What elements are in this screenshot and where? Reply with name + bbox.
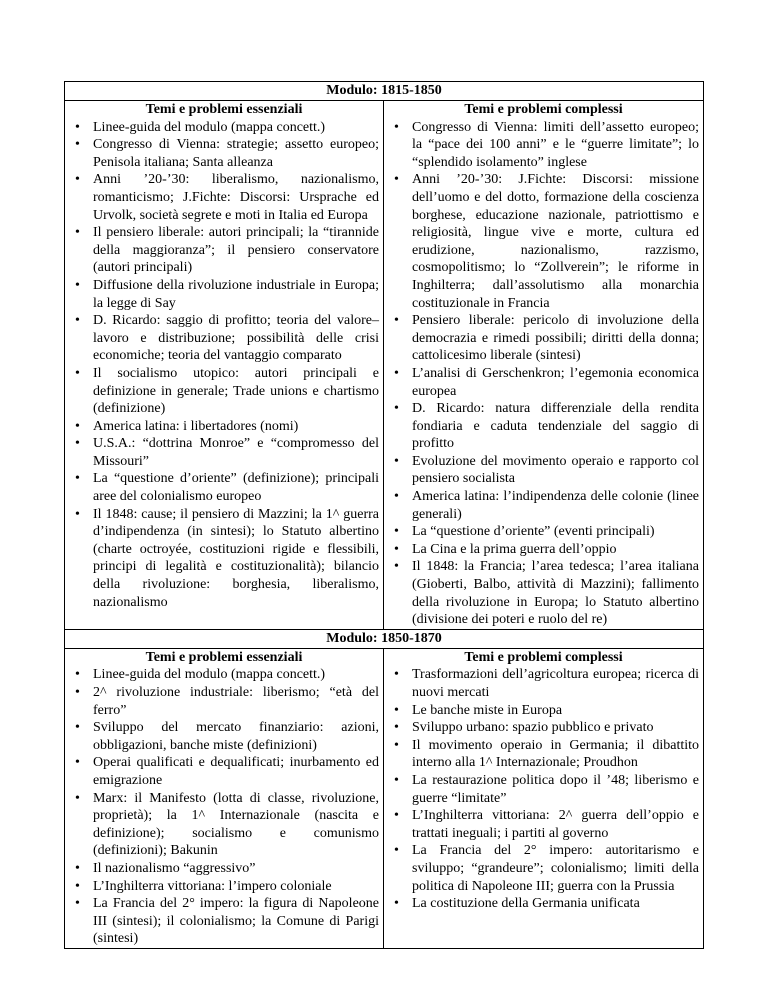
topic-item: • Trasformazioni dell’agricoltura europea; ricerca di nuovi mercati [388, 666, 699, 701]
topic-item: • America latina: i libertadores (nomi) [69, 418, 379, 436]
column-heading: Temi e problemi complessi [464, 649, 623, 665]
topic-item: • Anni ’20-’30: liberalismo, nazionalismo, romanticismo; J.Fichte: Discorsi: Ursprache ed Urvolk, società segrete e moti in Italia ed Europa [69, 171, 379, 224]
topic-item: • Sviluppo del mercato finanziario: azioni, obbligazioni, banche miste (definizioni) [69, 719, 379, 754]
topic-list [69, 119, 379, 612]
essential-topics-column [65, 101, 384, 629]
topic-item: • Diffusione della rivoluzione industriale in Europa; la legge di Say [69, 277, 379, 312]
topic-item: • Pensiero liberale: pericolo di involuzione della democrazia e rimedi possibili; diritti della donna; cattolicesimo liberale (sintesi) [388, 312, 699, 365]
topic-item: • La “questione d’oriente” (definizione); principali aree del colonialismo europeo [69, 470, 379, 505]
topic-item: • Evoluzione del movimento operaio e rapporto col pensiero socialista [388, 453, 699, 488]
complex-topics-column [384, 101, 703, 629]
module-row [65, 101, 703, 629]
topic-item: • Anni ’20-’30: J.Fichte: Discorsi: missione dell’uomo e del dotto, formazione della coscienza borghese, educazione nazionale, patriottismo e religiosità, lingue vive e morte, cultura ed erudizione, nazionalismo, razzismo, cosmopolitismo; lo “Zollverein”; le riforme in Inghilterra; dall’assolutismo alla monarchia costituzionale in Francia [388, 171, 699, 312]
topic-item: • Le banche miste in Europa [388, 702, 699, 720]
topic-item: • La Francia del 2° impero: autoritarismo e sviluppo; “grandeure”; colonialismo; limiti della politica di Napoleone III; guerra con la Prussia [388, 842, 699, 895]
module-title: Modulo: 1850-1870 [65, 629, 703, 649]
module-title: Modulo: 1815-1850 [65, 82, 703, 101]
topic-item: • Congresso di Vienna: strategie; assetto europeo; Penisola italiana; Santa alleanza [69, 136, 379, 171]
topic-item: • Linee-guida del modulo (mappa concett.) [69, 666, 379, 684]
topic-item: • La Cina e la prima guerra dell’oppio [388, 541, 699, 559]
topic-item: • L’Inghilterra vittoriana: 2^ guerra dell’oppio e trattati ineguali; i partiti al governo [388, 807, 699, 842]
column-heading: Temi e problemi essenziali [145, 102, 303, 117]
topic-item: • Il 1848: la Francia; l’area tedesca; l’area italiana (Gioberti, Balbo, attività di Mazzini); fallimento della rivoluzione in Europa; lo Statuto albertino (divisione dei poteri e ruolo del re) [388, 558, 699, 628]
essential-topics-column [65, 649, 384, 948]
topic-item: • D. Ricardo: natura differenziale della rendita fondiaria e caduta tendenziale del saggio di profitto [388, 400, 699, 453]
topic-item: • Congresso di Vienna: limiti dell’assetto europeo; la “pace dei 100 anni” e le “guerre limitate”; lo “splendido isolamento” inglese [388, 119, 699, 172]
topic-item: • La “questione d’oriente” (eventi principali) [388, 523, 699, 541]
topic-item: • Operai qualificati e dequalificati; inurbamento ed emigrazione [69, 754, 379, 789]
topic-list [388, 119, 699, 629]
topic-item: • Marx: il Manifesto (lotta di classe, rivoluzione, proprietà); la 1^ Internazionale (nascita e definizione); socialismo e comunismo (definizioni); Bakunin [69, 790, 379, 860]
topic-list [69, 666, 379, 948]
topic-item: • La restaurazione politica dopo il ’48; liberismo e guerre “limitate” [388, 772, 699, 807]
topic-item: • Il 1848: cause; il pensiero di Mazzini; la 1^ guerra d’indipendenza (in sintesi); lo Statuto albertino (charte octroyée, costituzioni rigide e flessibili, principi di legalità e costituzionalità); bilancio della rivoluzione: borghesia, liberalismo, nazionalismo [69, 506, 379, 612]
syllabus-table [64, 81, 704, 949]
column-heading: Temi e problemi essenziali [145, 649, 303, 665]
topic-item: • L’analisi di Gerschenkron; l’egemonia economica europea [388, 365, 699, 400]
topic-item: • D. Ricardo: saggio di profitto; teoria del valore–lavoro e distribuzione; possibilità delle crisi economiche; teoria del vantaggio comparato [69, 312, 379, 365]
topic-item: • Il nazionalismo “aggressivo” [69, 860, 379, 878]
topic-item: • U.S.A.: “dottrina Monroe” e “compromesso del Missouri” [69, 435, 379, 470]
complex-topics-column [384, 649, 703, 948]
topic-item: • Linee-guida del modulo (mappa concett.) [69, 119, 379, 137]
column-heading: Temi e problemi complessi [464, 102, 623, 117]
topic-item: • L’Inghilterra vittoriana: l’impero coloniale [69, 878, 379, 896]
topic-item: • 2^ rivoluzione industriale: liberismo; “età del ferro” [69, 684, 379, 719]
module-row [65, 649, 703, 948]
topic-item: • Il socialismo utopico: autori principali e definizione in generale; Trade unions e chartismo (definizione) [69, 365, 379, 418]
topic-item: • La Francia del 2° impero: la figura di Napoleone III (sintesi); il colonialismo; la Comune di Parigi (sintesi) [69, 895, 379, 948]
topic-item: • Sviluppo urbano: spazio pubblico e privato [388, 719, 699, 737]
topic-item: • La costituzione della Germania unificata [388, 895, 699, 913]
topic-item: • Il pensiero liberale: autori principali; la “tirannide della maggioranza”; il pensiero conservatore (autori principali) [69, 224, 379, 277]
topic-list [388, 666, 699, 912]
topic-item: • America latina: l’indipendenza delle colonie (linee generali) [388, 488, 699, 523]
topic-item: • Il movimento operaio in Germania; il dibattito interno alla 1^ Internazionale; Proudhon [388, 737, 699, 772]
